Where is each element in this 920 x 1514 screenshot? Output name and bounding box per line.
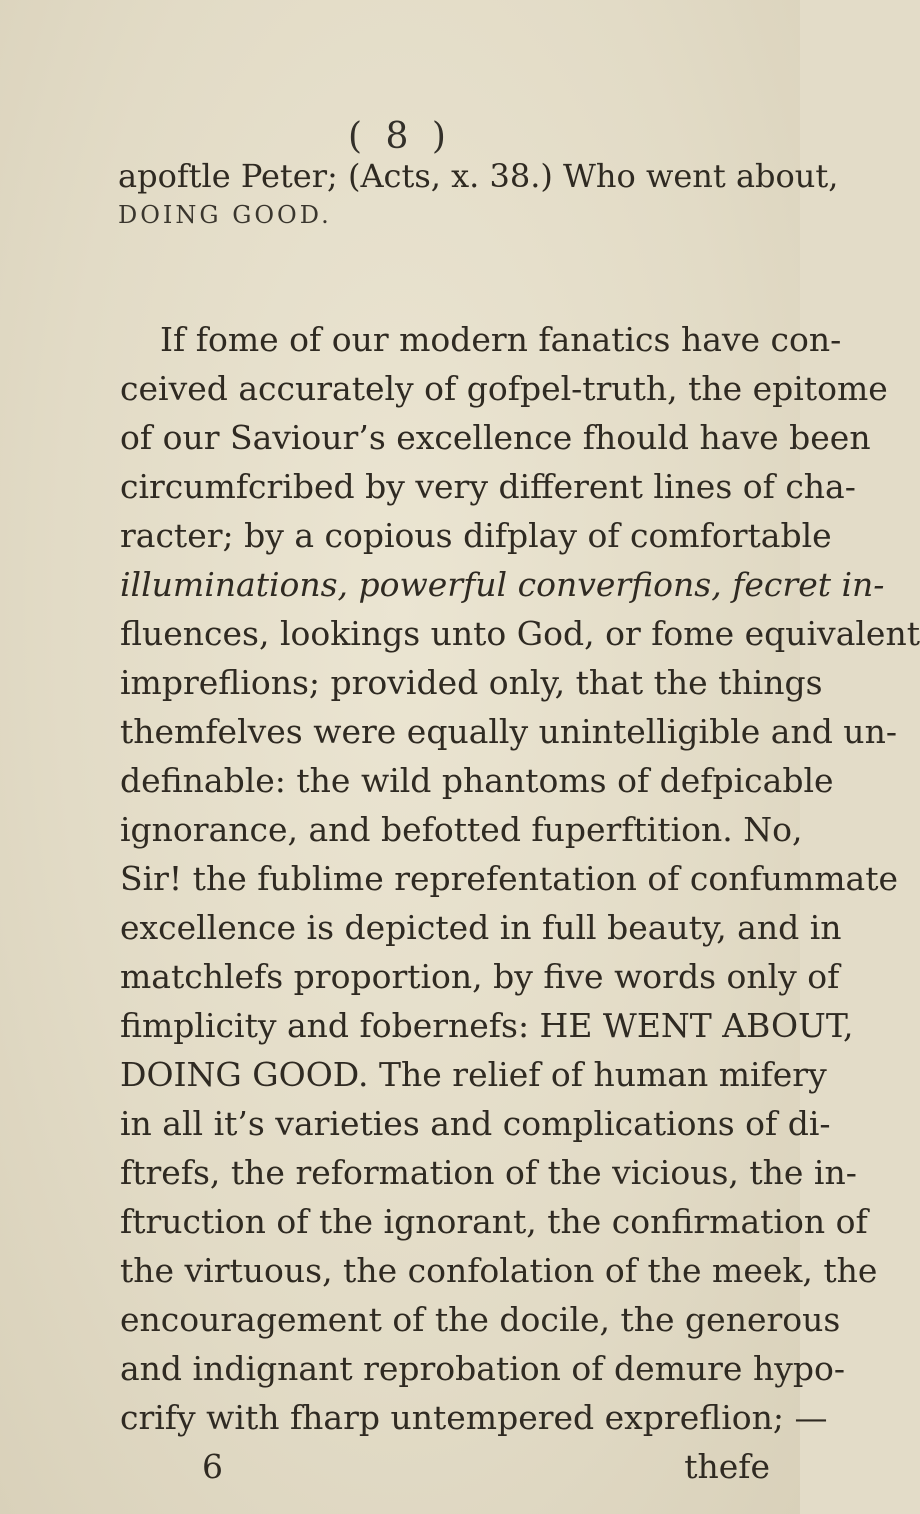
text-line: definable: the wild phantoms of defpicable: [120, 761, 834, 800]
text-line: and indignant reprobation of demure hypo-: [120, 1349, 845, 1388]
text-line: racter; by a copious difplay of comfortable: [120, 516, 832, 555]
text-line: of our Saviour’s excellence fhould have been: [120, 418, 871, 457]
text-line: encouragement of the docile, the generous: [120, 1300, 841, 1339]
footer-line: [120, 1447, 780, 1496]
text-line: matchlefs proportion, by five words only of: [120, 957, 840, 996]
text-line: DOING GOOD. The relief of human mifery: [120, 1055, 827, 1094]
text-line: circumfcribed by very different lines of cha-: [120, 467, 856, 506]
text-line: ignorance, and befotted fuperftition. No,: [120, 810, 803, 849]
page-body: [118, 156, 839, 308]
main-paragraph: [120, 320, 920, 1496]
text-line: ftruction of the ignorant, the confirmation of: [120, 1202, 868, 1241]
text-line: the virtuous, the confolation of the meek, the: [120, 1251, 878, 1290]
page-number: ( 8 ): [348, 116, 452, 157]
text-line: illuminations, powerful converfions, fecret in-: [120, 565, 885, 604]
catchword: thefe: [684, 1447, 770, 1486]
text-line: fluences, lookings unto God, or fome equivalent: [120, 614, 920, 653]
text-line: ftrefs, the reformation of the vicious, the in-: [120, 1153, 857, 1192]
running-heading: DOING GOOD.: [118, 201, 332, 229]
text-line: If fome of our modern fanatics have con-: [160, 320, 842, 359]
text-line: crify with fharp untempered expreflion; —: [120, 1398, 828, 1437]
text-line: impreflions; provided only, that the things: [120, 663, 823, 702]
text-line: ceived accurately of gofpel-truth, the epitome: [120, 369, 888, 408]
text-line: fimplicity and fobernefs: HE WENT ABOUT,: [120, 1006, 854, 1045]
text-line: in all it’s varieties and complications of di-: [120, 1104, 831, 1143]
signature-mark: 6: [202, 1447, 223, 1486]
text-line-continuation: apoftle Peter; (Acts, x. 38.) Who went about,: [118, 157, 839, 195]
text-line: Sir! the fublime reprefentation of confummate: [120, 859, 899, 898]
text-line: themfelves were equally unintelligible and un-: [120, 712, 897, 751]
text-line: excellence is depicted in full beauty, and in: [120, 908, 842, 947]
